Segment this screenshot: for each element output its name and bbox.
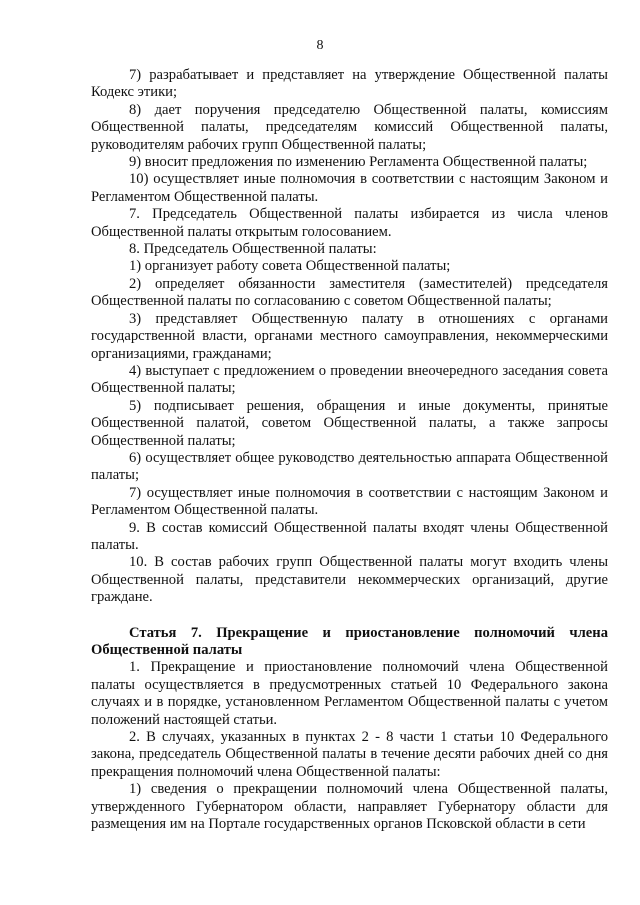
article-7-paragraph-1: 1. Прекращение и приостановление полномочий члена Общественной палаты осуществляется в предусмотренных статьей 10 Федерального закона случаях и в порядке, установленном Регламентом Общественной палаты с учетом положений настоящей статьи. bbox=[91, 659, 608, 728]
paragraph-clause-10-working-groups: 10. В состав рабочих групп Общественной палаты могут входить члены Общественной палаты, представители некоммерческих организаций, другие граждане. bbox=[91, 554, 608, 606]
paragraph-item-7-code-of-ethics: 7) разрабатывает и представляет на утверждение Общественной палаты Кодекс этики; bbox=[91, 67, 608, 101]
paragraph-chair-item-5: 5) подписывает решения, обращения и иные документы, принятые Общественной палатой, советом Общественной палаты, а также запросы Общественной палаты; bbox=[91, 397, 608, 449]
article-7-paragraph-2-item-1: 1) сведения о прекращении полномочий члена Общественной палаты, утвержденного Губернатором области, направляет Губернатору области для размещения им на Портале государственных органов Псковской области в сети bbox=[91, 781, 608, 833]
paragraph-chair-item-7: 7) осуществляет иные полномочия в соответствии с настоящим Законом и Регламентом Общественной палаты. bbox=[91, 484, 608, 519]
document-body bbox=[91, 67, 608, 833]
paragraph-item-8-instructions: 8) дает поручения председателю Общественной палаты, комиссиям Общественной палаты, председателям комиссий Общественной палаты, руководителям рабочих групп Общественной палаты; bbox=[91, 101, 608, 153]
article-7-paragraph-2: 2. В случаях, указанных в пунктах 2 - 8 части 1 статьи 10 Федерального закона, председатель Общественной палаты в течение десяти рабочих дней со дня прекращения полномочий члена Общественной палаты: bbox=[91, 729, 608, 780]
paragraph-clause-8-chair-powers: 8. Председатель Общественной палаты: bbox=[129, 241, 377, 258]
paragraph-chair-item-1: 1) организует работу совета Общественной палаты; bbox=[129, 258, 451, 275]
paragraph-clause-9-commissions: 9. В состав комиссий Общественной палаты входят члены Общественной палаты. bbox=[91, 519, 608, 553]
paragraph-clause-7-chair-election: 7. Председатель Общественной палаты избирается из числа членов Общественной палаты открытым голосованием. bbox=[91, 206, 608, 240]
paragraph-chair-item-2: 2) определяет обязанности заместителя (заместителей) председателя Общественной палаты по согласованию с советом Общественной палаты; bbox=[91, 275, 608, 310]
paragraph-item-10-other-powers: 10) осуществляет иные полномочия в соответствии с настоящим Законом и Регламентом Общественной палаты. bbox=[91, 171, 608, 205]
paragraph-item-9-regulation-changes: 9) вносит предложения по изменению Регламента Общественной палаты; bbox=[129, 154, 588, 171]
article-7-heading: Статья 7. Прекращение и приостановление полномочий члена Общественной палаты bbox=[91, 624, 608, 658]
paragraph-chair-item-6: 6) осуществляет общее руководство деятельностью аппарата Общественной палаты; bbox=[91, 449, 608, 484]
paragraph-chair-item-3: 3) представляет Общественную палату в отношениях с органами государственной власти, органами местного самоуправления, некоммерческими организациями, гражданами; bbox=[91, 310, 608, 362]
paragraph-chair-item-4: 4) выступает с предложением о проведении внеочередного заседания совета Общественной палаты; bbox=[91, 362, 608, 397]
page-number: 8 bbox=[316, 38, 324, 53]
